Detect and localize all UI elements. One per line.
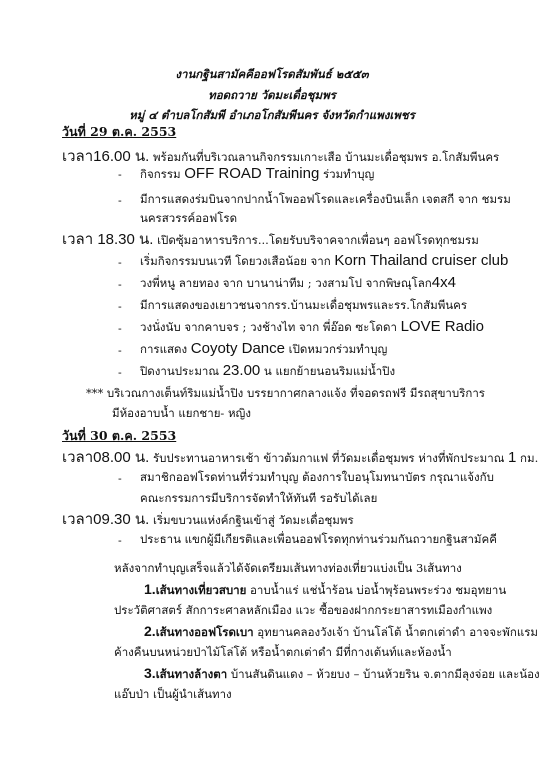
day2-item-0930: เวลา09.30 น. เริ่มขบวนแห่งค์กฐินเข้าสู่ วัดมะเดื่อชุมพร: [62, 511, 354, 528]
day1-item-1830: [62, 232, 479, 248]
time-label: เวลา 18.30 น.: [62, 231, 154, 248]
routes-intro: หลังจากทำบุญเสร็จแล้วได้จัดเตรียมเส้นทางท่องเที่ยวแบ่งเป็น 3เส้นทาง: [114, 561, 462, 575]
bullet-dash: -: [118, 168, 122, 181]
camp-note: *** บริเวณกางเต็นท์ริมแม่น้ำปิง บรรยากาศกลางแจ้ง ที่จอดรถฟรี มีรถสุขาบริการ: [86, 386, 485, 400]
route-1-cont: ประวัติศาสตร์ สักการะศาลหลักเมือง แวะ ซื้อของฝากกระยาสารทเมืองกำแพง: [114, 603, 493, 617]
time-label: เวลา09.30 น.: [62, 511, 150, 528]
day1-bullet-bands: วงพี่หนู ลายทอง จาก บานาน่าทีม ; วงสามโป จากพิษณุโลก4x4: [140, 274, 456, 291]
route-3: 3.เส้นทางล้างตา บ้านสันดินแดง – ห้วยบง – บ้านห้วยริน จ.ตากมีลุงจ่อย และน้อง: [144, 665, 540, 681]
day1-bullet-close: ปิดงานประมาณ 23.00 น แยกย้ายนอนริมแม่น้ำปิง: [140, 362, 396, 379]
offroad-training: OFF ROAD Training: [184, 165, 320, 182]
bullet-dash: -: [118, 534, 122, 547]
day1-bullet-paramotor: มีการแสดงร่มบินจากปากน้ำโพออฟโรดและเครื่องบินเล็ก เจตสกี จาก ชมรม: [140, 192, 511, 206]
day1-bullet-offroad: กิจกรรม OFF ROAD Training ร่วมทำบุญ: [140, 165, 375, 182]
day1-date: วันที่ 29 ต.ค. 2553: [62, 124, 177, 139]
korn-club: Korn Thailand cruiser club: [334, 252, 509, 269]
bullet-dash: -: [118, 366, 122, 379]
schedule-text: พร้อมกันที่บริเวณลานกิจกรรมเกาะเสือ บ้านมะเดื่อชุมพร อ.โกสัมพีนคร: [152, 150, 500, 164]
day1-bullet-coyote: การแสดง Coyoty Dance เปิดหมวกร่วมทำบุญ: [140, 340, 388, 357]
day1-bullet-stage: เริ่มกิจกรรมบนเวที โดยวงเสือน้อย จาก Korn Thailand cruiser club: [140, 252, 509, 269]
route-2-cont: ค้างคืนบนหน่วยป่าไม้โล่โต้ หรือน้ำตกเต่าดำ มีที่กางเต้นท์และห้องน้ำ: [114, 645, 452, 659]
event-title: งานกฐินสามัคคีออฟโรดสัมพันธ์ ๒๕๕๓: [175, 67, 369, 81]
bullet-dash: -: [118, 472, 122, 485]
day2-bullet-certificate-cont: คณะกรรมการมีบริการจัดทำให้ทันที รอรับได้เลย: [140, 491, 378, 505]
bullet-dash: -: [118, 322, 122, 335]
bullet-dash: -: [118, 256, 122, 269]
day2-bullet-offering: ประธาน แขกผู้มีเกียรติและเพื่อนออฟโรดทุกท่านร่วมกันถวายกฐินสามัคคี: [140, 532, 497, 546]
day2-bullet-certificate: สมาชิกออฟโรดท่านที่ร่วมทำบุญ ต้องการใบอนุโมทนาบัตร กรุณาแจ้งกับ: [140, 470, 494, 484]
schedule-text: เปิดซุ้มอาหารบริการ...โดยรับบริจาคจากเพื่อนๆ ออฟโรดทุกชมรม: [157, 233, 479, 247]
day1-item-1600: [62, 149, 499, 165]
day1-bullet-paramotor-cont: นครสวรรค์ออฟโรด: [140, 211, 238, 225]
route-3-cont: แอ๊บป่า เป็นผู้นำเส้นทาง: [114, 687, 232, 701]
bullet-dash: -: [118, 344, 122, 357]
bullet-dash: -: [118, 278, 122, 291]
day1-bullet-youth: มีการแสดงของเยาวชนจากรร.บ้านมะเดื่อชุมพรและรร.โกสัมพีนคร: [140, 298, 468, 312]
time-label: เวลา08.00 น.: [62, 449, 150, 466]
day2-item-0800: เวลา08.00 น. รับประทานอาหารเช้า ข้าวต้มกาแฟ ที่วัดมะเดื่อชุมพร ห่างที่พักประมาณ 1 กม.: [62, 449, 539, 466]
time-label: เวลา16.00 น.: [62, 148, 150, 165]
camp-note-cont: มีห้องอาบน้ำ แยกชาย- หญิง: [112, 406, 251, 420]
location-subtitle: หมู่ ๔ ตำบลโกสัมพี อำเภอโกสัมพีนคร จังหวัดกำแพงเพชร: [129, 108, 415, 122]
route-2: 2.เส้นทางออฟโรดเบา อุทยานคลองวังเจ้า บ้านโล่โต้ น้ำตกเต่าดำ อาจจะพักแรม: [144, 623, 539, 639]
bullet-dash: -: [118, 194, 122, 207]
day1-bullet-lovradio: วงนั่งนับ จากคาบจร ; วงช้างไท จาก พี่อ๊อด ซะโดดา LOVE Radio: [140, 318, 484, 335]
day2-date: วันที่ 30 ต.ค. 2553: [62, 428, 177, 443]
bullet-dash: -: [118, 300, 122, 313]
temple-subtitle: ทอดถวาย วัดมะเดื่อชุมพร: [208, 88, 336, 102]
route-1: 1.เส้นทางเที่ยวสบาย อาบน้ำแร่ แช่น้ำร้อน บ่อน้ำพุร้อนพระร่วง ชมอุทยาน: [144, 581, 507, 597]
